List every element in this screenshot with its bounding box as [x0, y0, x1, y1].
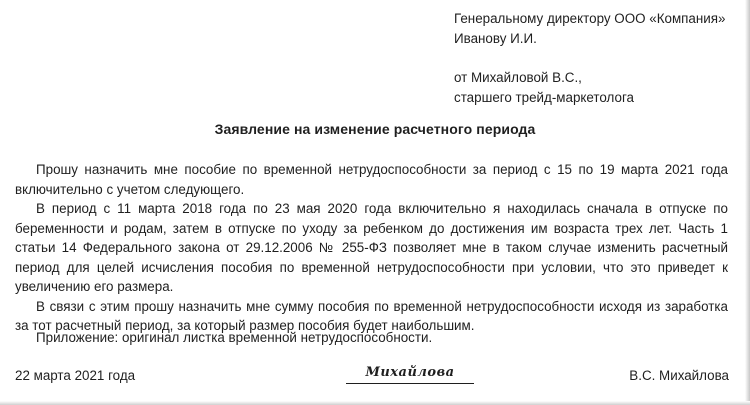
handwritten-signature: Михайлова — [346, 363, 474, 384]
page-edge-shadow — [745, 0, 750, 405]
addressee-recipient-name: Иванову И.И. — [454, 30, 537, 46]
attachment-note: Приложение: оригинал листка временной нетрудоспособности. — [36, 330, 433, 345]
document-title: Заявление на изменение расчетного периода — [214, 121, 536, 137]
addressee-block — [454, 9, 739, 107]
signature-row — [0, 366, 750, 388]
addressee-sender-name: от Михайловой В.С., — [454, 70, 582, 85]
signer-name: В.С. Михайлова — [629, 368, 729, 383]
document-date: 22 марта 2021 года — [15, 368, 136, 383]
addressee-recipient-position: Генеральному директору ООО «Компания» — [454, 11, 726, 26]
addressee-spacer — [454, 48, 739, 68]
body-paragraph: В период с 11 марта 2018 года по 23 мая 2020 года включительно я находилась сначала в отпуске по беременности и родам, затем в отпуске по уходу за ребенком до достижения им возраста трех лет. Часть 1 статьи 14 Федерального закона от 29.12.2006 № 255-ФЗ позволяет мне в таком случае изменить расчетный период для целей исчисления пособия по временной нетрудоспособности при условии, что это приведет к увеличению его размера. — [15, 201, 728, 294]
addressee-sender-position: старшего трейд-маркетолога — [454, 89, 634, 105]
body-paragraph: Прошу назначить мне пособие по временной нетрудоспособности за период с 15 по 19 марта 2021 года включительно с учетом следующего. — [15, 162, 728, 197]
body-paragraph: В связи с этим прошу назначить мне сумму пособия по временной нетрудоспособности исходя из заработка за тот расчетный период, за который размер пособия будет наибольшим. — [15, 298, 728, 333]
document-body — [15, 160, 728, 336]
page-bottom-shadow — [0, 401, 750, 405]
